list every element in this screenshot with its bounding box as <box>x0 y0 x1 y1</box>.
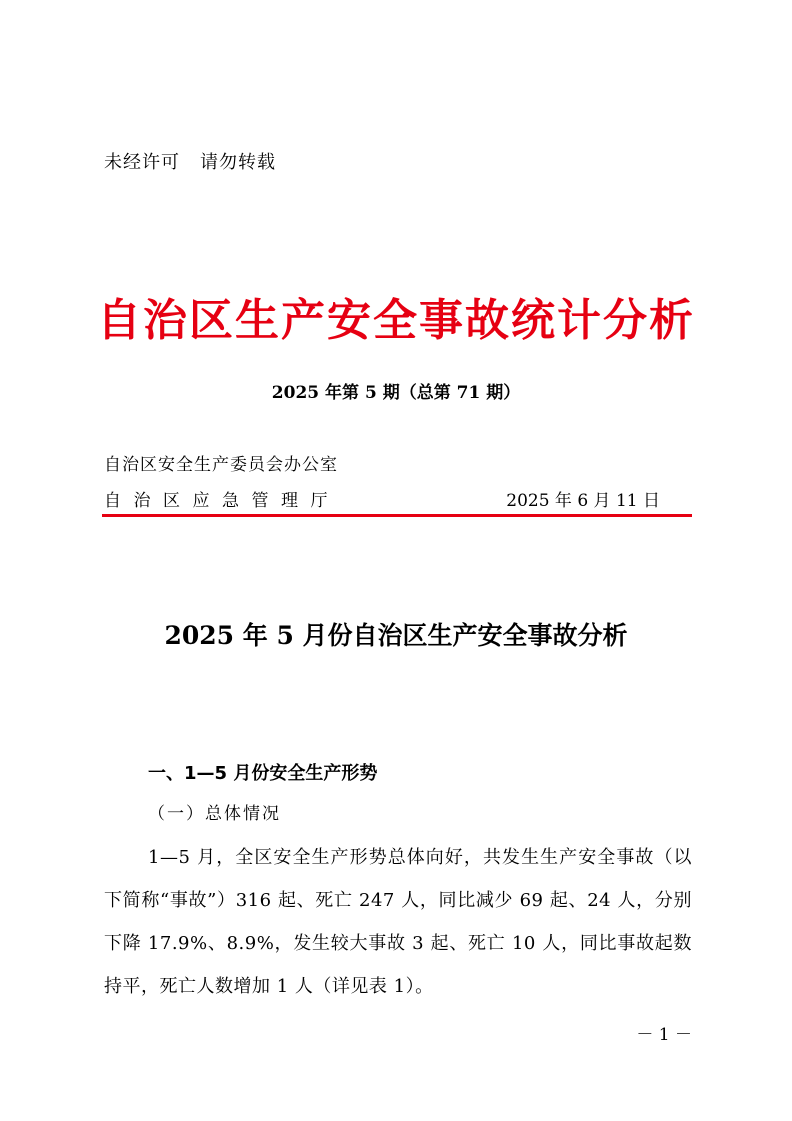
issuer-org-2: 自治区应急管理厅 <box>104 491 340 511</box>
body-paragraph: 1—5 月，全区安全生产形势总体向好，共发生生产安全事故（以下简称“事故”）316 起、死亡 247 人，同比减少 69 起、24 人，分别下降 17.9%、8.9%，发生较大事故 3 起、死亡 10 人，同比事故起数持平，死亡人数增加 1 人（详见表 1）。 <box>104 847 692 997</box>
document-title: 2025 年 5 月份自治区生产安全事故分析 <box>164 621 628 650</box>
issuer-org-1: 自治区安全生产委员会办公室 <box>104 455 338 475</box>
issue-date: 2025 年 6 月 11 日 <box>506 491 660 511</box>
issue-number: 2025 年第 5 期（总第 71 期） <box>271 383 521 403</box>
reprint-notice-part1: 未经许可 <box>104 152 180 173</box>
section-heading: 一、1—5 月份安全生产形势 <box>148 763 378 784</box>
page-number: － 1 － <box>636 1025 692 1045</box>
reprint-notice <box>104 148 276 174</box>
subsection-heading: （一）总体情况 <box>148 804 281 824</box>
reprint-notice-part2: 请勿转载 <box>200 152 276 173</box>
masthead-title: 自治区生产安全事故统计分析 <box>97 295 695 346</box>
red-divider <box>102 514 692 517</box>
